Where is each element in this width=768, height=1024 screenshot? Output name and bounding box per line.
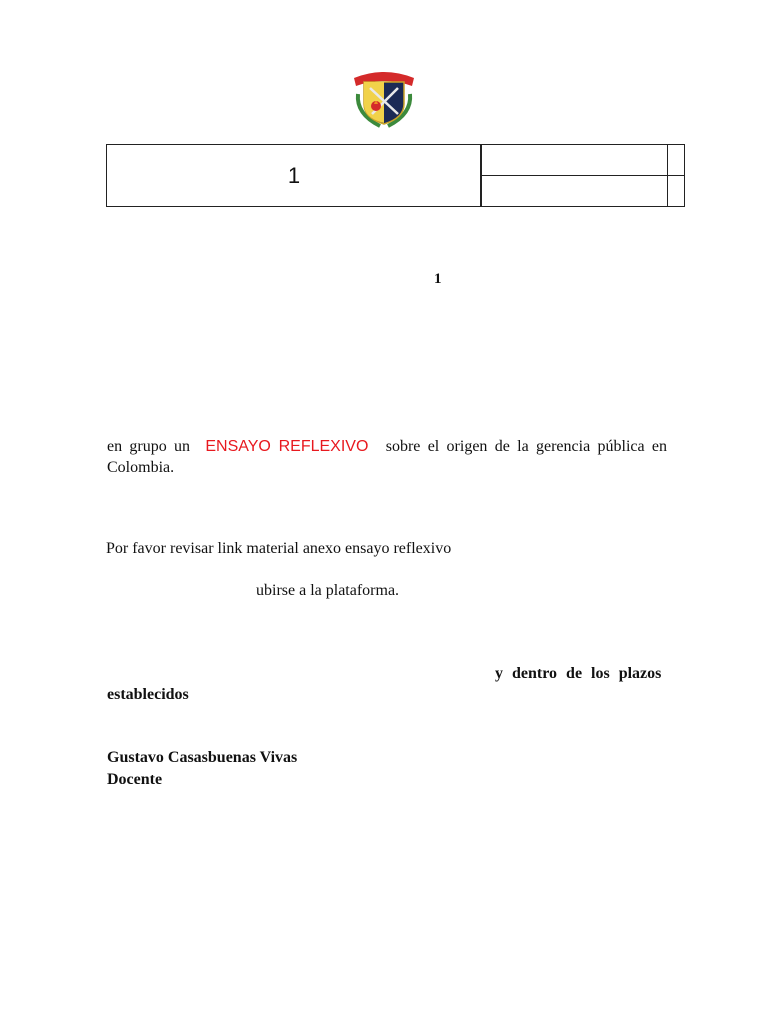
assignment-text-before: en grupo un [107, 438, 191, 455]
header-table [106, 144, 685, 207]
assignment-highlight: ENSAYO REFLEXIVO [205, 438, 369, 455]
header-cell-right-top [480, 144, 668, 176]
university-crest-icon [350, 64, 418, 130]
deadline-line-2: establecidos [107, 686, 189, 703]
header-cell-right-bottom [480, 175, 668, 207]
signature-name: Gustavo Casasbuenas Vivas [107, 749, 298, 766]
instruction-line-2: ubirse a la plataforma. [256, 582, 400, 599]
assignment-text-after: sobre el origen de la gerencia pública en Colombia. [107, 438, 667, 476]
signature-role: Docente [107, 771, 163, 788]
header-cell-small-top [667, 144, 685, 176]
section-number: 1 [434, 271, 442, 287]
header-cell-small-bottom [667, 175, 685, 207]
deadline-line-1: y dentro de los plazos [495, 665, 662, 682]
instruction-line-1: Por favor revisar link material anexo ensayo reflexivo [106, 540, 452, 557]
header-cell-main: 1 [106, 144, 482, 207]
assignment-paragraph [107, 436, 667, 478]
